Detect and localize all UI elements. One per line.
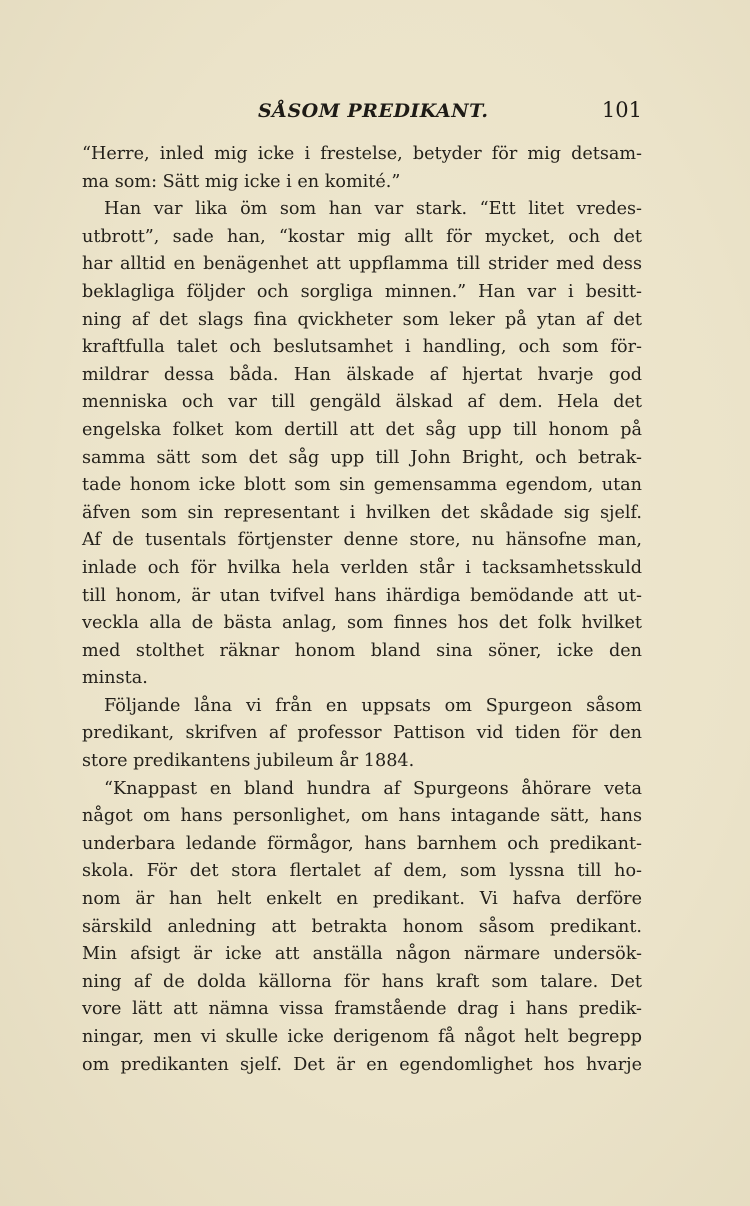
text-line: ningar, men vi skulle icke derigenom få något helt begrepp [82,1027,642,1047]
text-line: nom är han helt enkelt en predikant. Vi hafva derföre [82,889,642,910]
text-line: engelska folket kom dertill att det såg upp till honom på [82,419,642,440]
text-line: om predikanten sjelf. Det är en egendomlighet hos hvarje [82,1054,642,1075]
text-line: särskild anledning att betrakta honom såsom predikant. [82,916,642,937]
text-line: predikant, skrifven af professor Pattison vid tiden för den [82,723,642,744]
text-line: minsta. [82,668,148,689]
page-number: 101 [601,98,642,122]
text-line: tade honom icke blott som sin gemensamma egendom, utan [82,475,642,496]
text-line: Af de tusentals förtjenster denne store, nu hänsofne man, [82,530,642,551]
text-line: “Herre, inled mig icke i frestelse, betyder för mig detsam- [82,144,642,164]
text-line: ning af det slags fina qvickheter som leker på ytan af det [82,309,642,330]
text-line: menniska och var till gengäld älskad af dem. Hela det [82,392,642,413]
text-line: något om hans personlighet, om hans intagande sätt, hans [82,806,642,827]
body-text [82,141,642,1079]
text-line: ma som: Sätt mig icke i en komité.” [82,171,401,192]
text-line: beklagliga följder och sorgliga minnen.” Han var i besitt- [82,281,642,302]
page-header [82,98,642,128]
text-line: med stolthet räknar honom bland sina söner, icke den [82,640,642,661]
text-line: till honom, är utan tvifvel hans ihärdiga bemödande att ut- [82,585,642,606]
text-line: Min afsigt är icke att anställa någon närmare undersök- [82,944,642,965]
text-line: mildrar dessa båda. Han älskade af hjertat hvarje god [82,364,642,385]
text-line: underbara ledande förmågor, hans barnhem och predikant- [82,833,642,854]
text-line: Följande låna vi från en uppsats om Spurgeon såsom [104,695,642,716]
text-line: samma sätt som det såg upp till John Bright, och betrak- [82,447,642,468]
text-line: skola. För det stora flertalet af dem, som lyssna till ho- [82,861,642,882]
text-line: utbrott”, sade han, “kostar mig allt för mycket, och det [82,226,642,247]
text-line: veckla alla de bästa anlag, som finnes hos det folk hvilket [82,613,642,634]
text-line: kraftfulla talet och beslutsamhet i handling, och som för- [82,337,642,358]
text-line: har alltid en benägenhet att uppflamma till strider med dess [82,254,642,275]
running-title: SÅSOM PREDIKANT. [258,100,489,122]
text-line: inlade och för hvilka hela verlden står i tacksamhetsskuld [82,557,642,578]
text-line: äfven som sin representant i hvilken det skådade sig sjelf. [82,502,642,523]
text-line: “Knappast en bland hundra af Spurgeons åhörare veta [104,778,642,799]
text-line: store predikantens jubileum år 1884. [82,751,415,772]
text-line: Han var lika öm som han var stark. “Ett litet vredes- [104,199,642,220]
text-line: ning af de dolda källorna för hans kraft som talare. Det [82,971,642,992]
text-line: vore lätt att nämna vissa framstående drag i hans predik- [82,999,642,1020]
